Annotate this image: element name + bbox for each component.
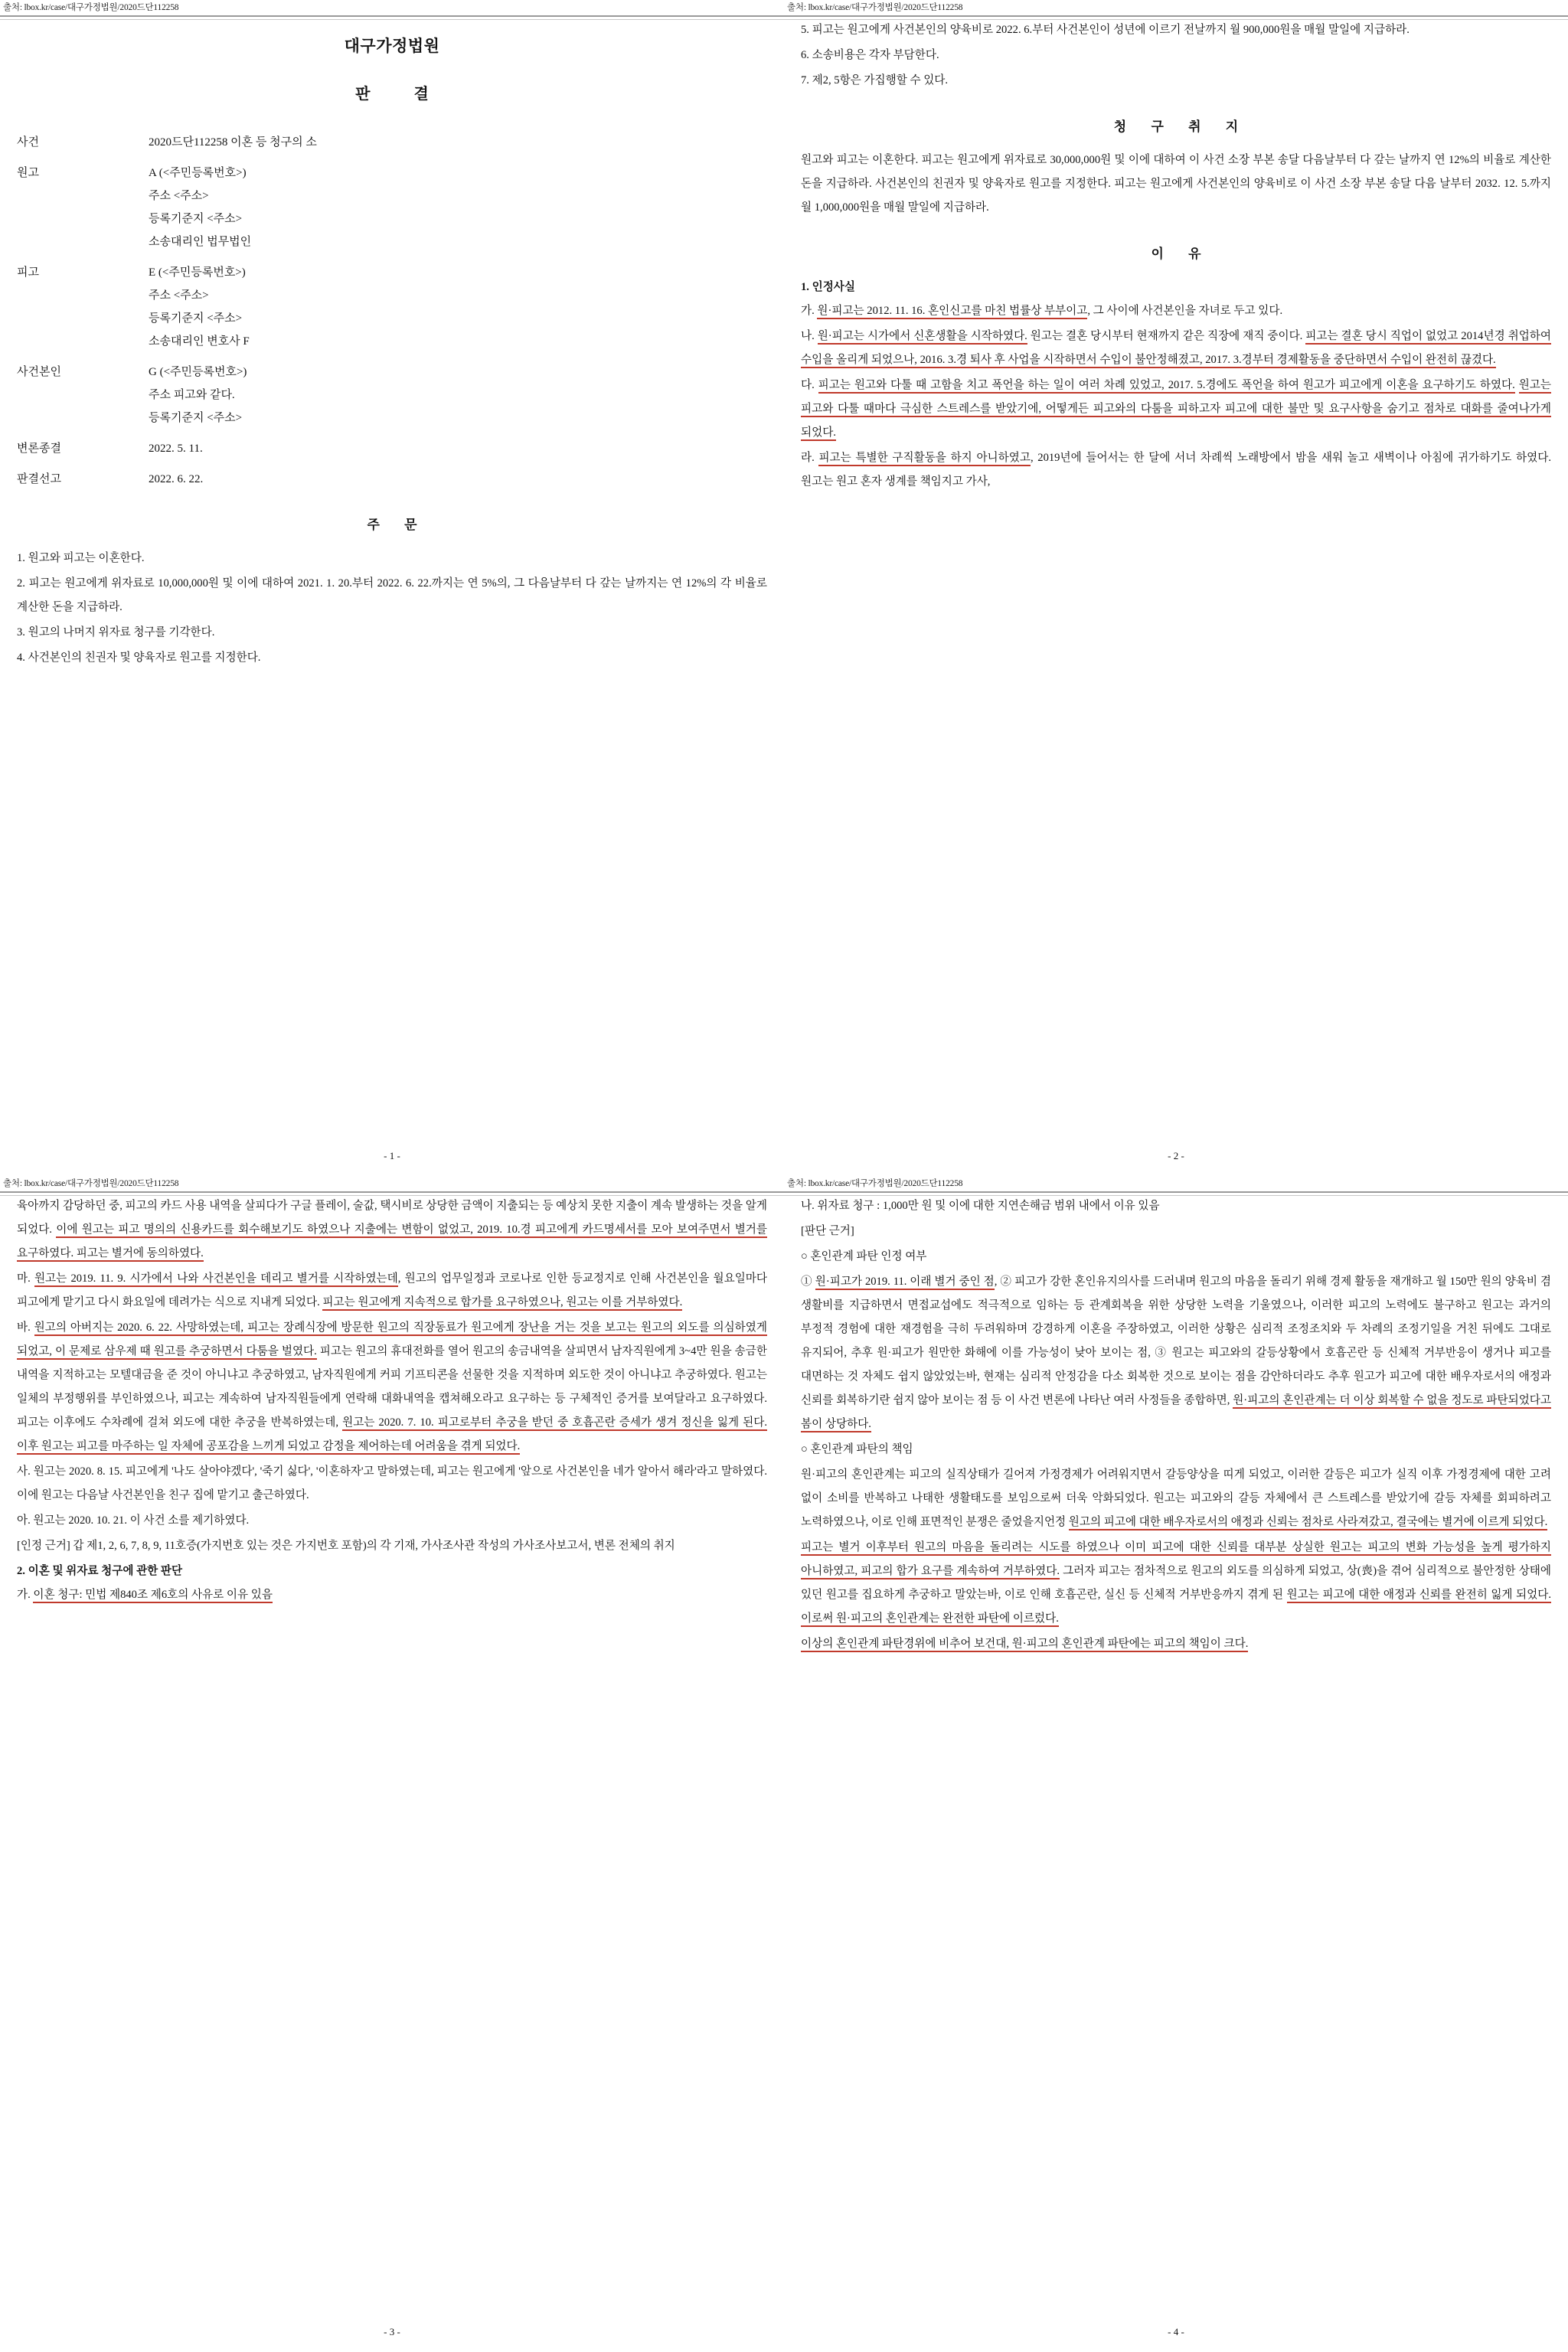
page-1 xyxy=(0,0,784,1176)
fact-item xyxy=(17,1534,767,1558)
metadata-row xyxy=(17,468,767,491)
breakdown-responsibility-text xyxy=(801,1463,1551,1534)
metadata-label: 피고 xyxy=(17,266,39,279)
metadata-value-sub: 주소 <주소> xyxy=(149,190,209,202)
metadata-value-main: E (<주민등록번호>) xyxy=(149,266,246,279)
metadata-label: 판결선고 xyxy=(17,473,61,485)
fact-list-continued xyxy=(17,1194,767,1558)
fact-item xyxy=(17,1460,767,1508)
item-label: 나. xyxy=(801,330,818,342)
claim-item-b: 나. 위자료 청구 : 1,000만 원 및 이에 대한 지연손해금 범위 내에서 이유 있음 xyxy=(801,1200,1160,1212)
metadata-value-main: 2022. 6. 22. xyxy=(149,473,204,485)
item-label: 사. xyxy=(17,1465,34,1478)
item-label: 라. xyxy=(801,452,819,464)
page-2-body xyxy=(784,18,1568,1176)
metadata-value xyxy=(149,361,247,430)
highlighted-text: 원고는 피고와 다툴 때마다 극심한 스트레스를 받았기에, 어떻게든 피고와의 다툼을 피하고자 피고에 대한 불만 및 요구사항을 숨기고 점차로 대화를 줄여나가게 되었다. xyxy=(801,379,1551,441)
order-item: 2. 피고는 원고에게 위자료로 10,000,000원 및 이에 대하여 2021. 1. 20.부터 2022. 6. 22.까지는 연 5%의, 그 다음날부터 다 갚는 날까지는 연 12%의 각 비율로 계산한 돈을 지급하라. xyxy=(17,577,767,613)
marital-breakdown-text xyxy=(801,1270,1551,1436)
metadata-value xyxy=(149,162,251,253)
claim-text: 원고와 피고는 이혼한다. 피고는 원고에게 위자료로 30,000,000원 및 이에 대하여 이 사건 소장 부본 송달 다음날부터 다 갚는 날까지 연 12%의 비율로 계산한 돈을 지급하라. 사건본인의 친권자 및 양육자로 원고를 지정한다. 피고는 원고에게 사건본인의 양육비로 이 사건 소장 부본 송달 다음 날부터 2032. 12. 5.까지 월 1,000,000원을 매월 말일에 지급하라. xyxy=(801,154,1551,214)
subheading-marital-breakdown: ○ 혼인관계 파탄 인정 여부 xyxy=(801,1250,927,1263)
item-label: 다. xyxy=(801,379,818,391)
metadata-value xyxy=(149,261,250,353)
case-metadata xyxy=(17,131,767,491)
fact-item xyxy=(801,325,1551,372)
source-line-page3: 출처: lbox.kr/case/대구가정법원/2020드단112258 xyxy=(3,1179,179,1188)
body-text: 피고는 원고의 휴대전화를 열어 원고의 송금내역을 살피면서 남자직원에게 3~4만 원을 송금한 내역을 지적하고는 모텔대금을 준 것이 아니냐고 추궁하였고, 남자직원에게 커피 기프티콘을 선물한 것을 지적하며 외도한 것이 아니냐고 추궁하였다. 원고는 일체의 부정행위를 부인하였으나, 피고는 계속하여 남자직원들에게 연락해 대화내역을 캡쳐해오라고 요구하는 등 구체적인 증거를 보여달라고 요구하였다. 피고는 이후에도 수차례에 걸쳐 외도에 대한 추궁을 반복하였는데, xyxy=(17,1345,767,1429)
metadata-value-sub: 주소 <주소> xyxy=(149,289,209,302)
claim-heading: 청 구 취 지 xyxy=(1113,119,1250,134)
basis-label: [판단 근거] xyxy=(801,1225,854,1237)
item-label: 마. xyxy=(17,1272,34,1285)
metadata-label: 사건본인 xyxy=(17,366,61,378)
highlighted-text: 원·피고는 시가에서 신혼생활을 시작하였다. xyxy=(818,330,1027,345)
page-number-3: - 3 - xyxy=(384,2326,400,2337)
highlighted-text: 원·피고가 2019. 11. 이래 별거 중인 점 xyxy=(815,1276,995,1290)
metadata-value-main: 2020드단112258 이혼 등 청구의 소 xyxy=(149,136,317,149)
body-text: , 원고의 업무일정과 코로나로 인한 등교정지로 인해 사건본인을 월요일마다 피고에게 맡기고 다시 화요일에 데려가는 식으로 지내게 되었다. xyxy=(17,1272,767,1308)
order-heading: 주 문 xyxy=(367,518,428,532)
order-items-continued xyxy=(801,18,1551,93)
metadata-value-main: A (<주민등록번호>) xyxy=(149,167,247,179)
highlighted-text: 이에 원고는 피고 명의의 신용카드를 회수해보기도 하였으나 지출에는 변함이 없었고, 2019. 10.경 피고에게 카드명세서를 모아 보여주면서 별거를 요구하였다. 피고는 별거에 동의하였다. xyxy=(17,1223,767,1262)
page-4 xyxy=(784,1176,1568,2352)
metadata-label: 변론종결 xyxy=(17,443,61,455)
body-text: ① xyxy=(801,1276,815,1288)
page-3 xyxy=(0,1176,784,2352)
order-item: 7. 제2, 5항은 가집행할 수 있다. xyxy=(801,74,949,87)
fact-item xyxy=(17,1316,767,1459)
metadata-value xyxy=(149,437,203,460)
fact-item xyxy=(17,1267,767,1315)
body-text: [인정 근거] 갑 제1, 2, 6, 7, 8, 9, 11호증(가지번호 있는 것은 가지번호 포함)의 각 기재, 가사조사관 작성의 가사조사보고서, 변론 전체의 취지 xyxy=(17,1540,675,1552)
page-2 xyxy=(784,0,1568,1176)
fact-item xyxy=(801,299,1551,323)
document-kind: 판 결 xyxy=(355,86,449,103)
body-text: 원·피고의 혼인관계는 피고의 실직상태가 길어져 가정경제가 어려워지면서 갈등양상을 띠게 되었고, 이러한 갈등은 피고가 실직 이후 가정경제에 대한 고려 없이 소비를 반복하고 나태한 생활태도를 보임으로써 더욱 악화되었다. 원고는 피고와의 갈등 자체에서 큰 스트레스를 받았기에 갈등 자체를 회피하려고 노력하였으나, 이로 인해 표면적인 분쟁은 줄었을지언정 xyxy=(801,1468,1551,1528)
source-line-page4: 출처: lbox.kr/case/대구가정법원/2020드단112258 xyxy=(787,1179,963,1188)
body-text: , ② 피고가 강한 혼인유지의사를 드러내며 원고의 마음을 돌리기 위해 경제 활동을 재개하고 월 150만 원의 양육비 겸 생활비를 지급하면서 면접교섭에도 적극적으로 임하는 등 관계회복을 위한 상당한 노력을 기울였으나, 이러한 피고의 노력에도 불구하고 원고는 과거의 부정적 경험에 대한 재경험을 극히 두려워하며 강경하게 이혼을 주장하였고, 이러한 상황은 심리적 조정조치와 두 차례의 조정기일을 거친 뒤에도 그대로 유지되어, 추후 원·피고가 원만한 화해에 이를 가능성이 낮아 보이는 점, ③ 원고는 피고와의 갈등상황에서 호흡곤란 등 신체적 거부반응이 생거나 피고를 대면하는 것 자체도 쉽지 않았었는바, 현재는 심리적 안정감을 다소 회복한 것으로 보이는 점을 감안하더라도 추후 원고가 피고에 대한 배우자로서의 애정과 신뢰를 회복하기란 쉽지 않아 보이는 점 등 이 사건 변론에 나타난 여러 사정들을 종합하면, xyxy=(801,1276,1552,1406)
highlighted-text: 이상의 혼인관계 파탄경위에 비추어 보건대, 원·피고의 혼인관계 파탄에는 피고의 책임이 크다. xyxy=(801,1638,1248,1652)
metadata-row xyxy=(17,361,767,430)
metadata-value-sub: 등록기준지 <주소> xyxy=(149,412,243,424)
order-item: 5. 피고는 원고에게 사건본인의 양육비로 2022. 6.부터 사건본인이 성년에 이르기 전날까지 월 900,000원을 매월 말일에 지급하라. xyxy=(801,24,1410,36)
item-label: 아. xyxy=(17,1514,34,1527)
highlighted-text: 원·피고는 2012. 11. 16. 혼인신고를 마친 법률상 부부이고 xyxy=(817,305,1087,319)
source-line-page1: 출처: lbox.kr/case/대구가정법원/2020드단112258 xyxy=(3,3,179,12)
item-label: 바. xyxy=(17,1321,34,1334)
highlighted-text: 피고는 특별한 구직활동을 하지 아니하였고 xyxy=(818,452,1031,466)
judgment-item-a xyxy=(17,1583,767,1607)
body-text xyxy=(1515,379,1519,391)
order-item: 6. 소송비용은 각자 부담한다. xyxy=(801,49,939,61)
highlighted-text: 이로써 원·피고의 혼인관계는 완전한 파탄에 이르렀다. xyxy=(801,1612,1059,1627)
page-3-body xyxy=(0,1194,784,2352)
highlighted-text: 원고는 2020. 7. 10. 피고로부터 추궁을 받던 중 호흡곤란 증세가 생겨 정신을 잃게 된다. 이후 원고는 피고를 마주하는 일 자체에 공포감을 느끼게 되었고 감정을 제어하는데 어려움을 겪게 되었다. xyxy=(17,1416,767,1455)
highlighted-text: 원고의 피고에 대한 배우자로서의 애정과 신뢰는 점차로 사라져갔고, 결국에는 별거에 이르게 되었다. xyxy=(1069,1516,1547,1530)
metadata-value-sub: 등록기준지 <주소> xyxy=(149,213,243,225)
body-text: 육아까지 감당하던 중, 피고의 카드 사용 내역을 살피다가 구글 플레이, 술값, 택시비로 상당한 금액이 지출되는 등 예상치 못한 지출이 계속 발생하는 것을 알게 되었다. xyxy=(17,1200,767,1236)
metadata-value-main: 2022. 5. 11. xyxy=(149,443,203,455)
metadata-value-sub: 등록기준지 <주소> xyxy=(149,312,243,325)
breakdown-responsibility-text-2 xyxy=(801,1536,1551,1631)
page-number-2: - 2 - xyxy=(1168,1150,1184,1161)
metadata-value xyxy=(149,131,317,154)
metadata-row xyxy=(17,261,767,353)
judgment-item-a-text: 이혼 청구: 민법 제840조 제6호의 사유로 이유 있음 xyxy=(33,1589,273,1603)
metadata-value-main: G (<주민등록번호>) xyxy=(149,366,247,378)
fact-item xyxy=(801,374,1551,445)
body-text: 원고는 결혼 당시부터 현재까지 같은 직장에 재직 중이다. xyxy=(1027,330,1306,342)
highlighted-text: 피고는 별거 이후부터 원고의 마음을 돌리려는 시도를 하였으나 이미 피고에 대한 신뢰를 대부분 상실한 원고는 피고의 변화 가능성을 높게 평가하지 아니하였고, 피고의 합가 요구를 계속하여 거부하였다. xyxy=(801,1541,1551,1579)
metadata-value-sub: 주소 피고와 같다. xyxy=(149,389,235,401)
order-item: 1. 원고와 피고는 이혼한다. xyxy=(17,552,145,564)
highlighted-text: 원·피고의 혼인관계는 더 이상 회복할 수 없을 정도로 파탄되었다고 봄이 상당하다. xyxy=(801,1394,1551,1432)
judgment-item-a-lead: 가. xyxy=(17,1589,34,1601)
page-1-body xyxy=(0,18,784,1176)
metadata-value-sub: 소송대리인 법무법인 xyxy=(149,236,252,248)
metadata-value-sub: 소송대리인 변호사 F xyxy=(149,335,250,348)
highlighted-text: 피고는 원고에게 지속적으로 합가를 요구하였으나, 원고는 이를 거부하였다. xyxy=(322,1296,682,1311)
highlighted-text: 피고는 원고와 다툴 때 고함을 치고 폭언을 하는 일이 여러 차례 있었고, 2017. 5.경에도 폭언을 하여 원고가 피고에게 이혼을 요구하기도 하였다. xyxy=(818,379,1515,394)
order-items xyxy=(17,547,767,670)
body-text: 원고는 2020. 8. 15. 피고에게 '나도 살아야겠다', '죽기 싫다', '이혼하자'고 말하였는데, 피고는 원고에게 '앞으로 사건본인을 네가 알아서 해라'라고 말하였다. 이에 원고는 다음날 사건본인을 친구 집에 맡기고 출근하였다. xyxy=(17,1465,767,1501)
metadata-row xyxy=(17,131,767,154)
reason-heading: 이 유 xyxy=(1151,247,1212,261)
fact-list xyxy=(801,299,1551,494)
body-text: , 그 사이에 사건본인을 자녀로 두고 있다. xyxy=(1087,305,1283,317)
metadata-row xyxy=(17,437,767,460)
body-text: 원고는 2020. 10. 21. 이 사건 소를 제기하였다. xyxy=(33,1514,250,1527)
court-name: 대구가정법원 xyxy=(344,37,440,55)
highlighted-text: 원고는 피고에 대한 애정과 신뢰를 완전히 잃게 되었다. xyxy=(1287,1589,1551,1603)
page-number-4: - 4 - xyxy=(1168,2326,1184,2337)
order-item: 4. 사건본인의 친권자 및 양육자로 원고를 지정한다. xyxy=(17,652,261,664)
fact-item xyxy=(17,1509,767,1533)
metadata-label: 원고 xyxy=(17,167,39,179)
highlighted-text: 원고는 2019. 11. 9. 시가에서 나와 사건본인을 데리고 별거를 시작하였는데 xyxy=(34,1272,398,1287)
fact-heading: 1. 인정사실 xyxy=(801,281,855,293)
highlighted-text: 피고는 결혼 당시 직업이 없었고 2014년경 취업하여 수입을 올리게 되었으나, 2016. 3.경 퇴사 후 사업을 시작하면서 수입이 불안정해졌고, 2017. 3.경부터 경제활동을 중단하면서 수입이 완전히 끊겼다. xyxy=(801,330,1551,368)
judgment-heading: 2. 이혼 및 위자료 청구에 관한 판단 xyxy=(17,1565,183,1577)
body-text: 그러자 피고는 점차적으로 원고의 외도를 의심하게 되었고, 상(喪)을 겪어 심리적으로 불안정한 상태에 있던 원고를 집요하게 추궁하고 말았는바, 이로 인해 호흡곤란, 실신 등 신체적 거부반응까지 겪게 된 xyxy=(801,1565,1551,1601)
metadata-label: 사건 xyxy=(17,136,39,149)
page-number-1: - 1 - xyxy=(384,1150,400,1161)
metadata-value xyxy=(149,468,203,491)
metadata-row xyxy=(17,162,767,253)
highlighted-text: 원고의 아버지는 2020. 6. 22. 사망하였는데, 피고는 장례식장에 방문한 원고의 직장동료가 원고에게 장난을 거는 것을 보고는 원고의 외도를 의심하였게 되었고, 이 문제로 삼우제 때 원고를 추궁하면서 다툼을 벌였다. xyxy=(17,1321,767,1360)
page-4-body xyxy=(784,1194,1568,2352)
breakdown-conclusion-text xyxy=(801,1632,1551,1656)
fact-item xyxy=(17,1194,767,1266)
subheading-breakdown-responsibility: ○ 혼인관계 파탄의 책임 xyxy=(801,1443,913,1455)
item-label: 가. xyxy=(801,305,818,317)
source-line-page2: 출처: lbox.kr/case/대구가정법원/2020드단112258 xyxy=(787,3,963,12)
fact-item xyxy=(801,446,1551,494)
body-text: , 2019년에 들어서는 한 달에 서너 차례씩 노래방에서 밤을 새워 놀고 새벽이나 아침에 귀가하기도 하였다. 원고는 원고 혼자 생계를 책임지고 가사, xyxy=(801,452,1551,488)
order-item: 3. 원고의 나머지 위자료 청구를 기각한다. xyxy=(17,626,215,639)
